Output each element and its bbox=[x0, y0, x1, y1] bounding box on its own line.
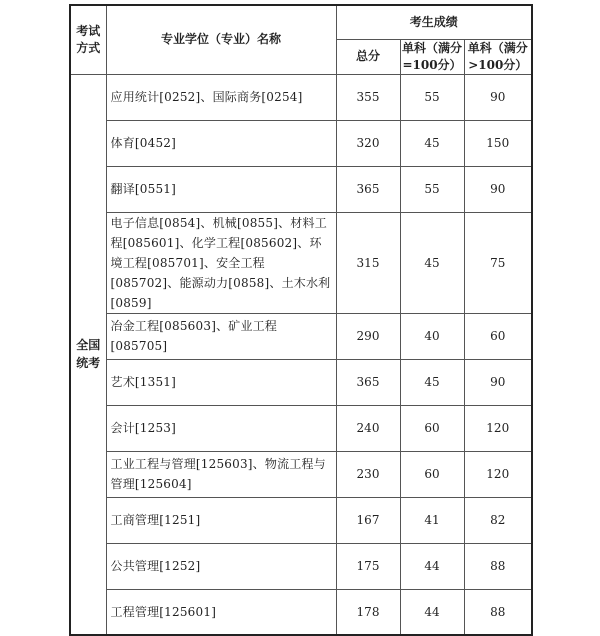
row-single-over-100: 82 bbox=[464, 497, 532, 543]
row-single-over-100: 88 bbox=[464, 589, 532, 635]
row-total: 290 bbox=[336, 313, 400, 359]
table-row bbox=[70, 120, 532, 166]
score-table bbox=[69, 4, 533, 636]
row-single-100: 44 bbox=[400, 589, 464, 635]
row-name: 工程管理[125601] bbox=[106, 589, 336, 635]
table-row bbox=[70, 212, 532, 313]
row-single-over-100: 120 bbox=[464, 451, 532, 497]
row-total: 365 bbox=[336, 359, 400, 405]
header-exam-method: 考试方式 bbox=[70, 5, 106, 74]
row-name: 翻译[0551] bbox=[106, 166, 336, 212]
header-single-100: 单科（满分=100分） bbox=[400, 39, 464, 74]
row-total: 320 bbox=[336, 120, 400, 166]
row-total: 240 bbox=[336, 405, 400, 451]
row-single-over-100: 88 bbox=[464, 543, 532, 589]
row-single-100: 55 bbox=[400, 166, 464, 212]
exam-method-cell: 全国统考 bbox=[70, 74, 106, 635]
row-single-over-100: 120 bbox=[464, 405, 532, 451]
row-single-100: 55 bbox=[400, 74, 464, 120]
row-total: 175 bbox=[336, 543, 400, 589]
row-single-100: 41 bbox=[400, 497, 464, 543]
row-single-over-100: 90 bbox=[464, 166, 532, 212]
table-row bbox=[70, 451, 532, 497]
table-row bbox=[70, 543, 532, 589]
row-single-over-100: 75 bbox=[464, 212, 532, 313]
row-single-100: 45 bbox=[400, 212, 464, 313]
table-row bbox=[70, 405, 532, 451]
row-single-100: 60 bbox=[400, 451, 464, 497]
score-table-container bbox=[69, 4, 533, 636]
table-row bbox=[70, 74, 532, 120]
row-single-over-100: 60 bbox=[464, 313, 532, 359]
table-row bbox=[70, 589, 532, 635]
row-name: 应用统计[0252]、国际商务[0254] bbox=[106, 74, 336, 120]
header-major-name: 专业学位（专业）名称 bbox=[106, 5, 336, 74]
row-name: 会计[1253] bbox=[106, 405, 336, 451]
row-total: 355 bbox=[336, 74, 400, 120]
header-total: 总分 bbox=[336, 39, 400, 74]
row-single-100: 44 bbox=[400, 543, 464, 589]
row-name: 工业工程与管理[125603]、物流工程与管理[125604] bbox=[106, 451, 336, 497]
row-single-over-100: 90 bbox=[464, 359, 532, 405]
row-total: 167 bbox=[336, 497, 400, 543]
row-name: 体育[0452] bbox=[106, 120, 336, 166]
table-row bbox=[70, 497, 532, 543]
table-row bbox=[70, 313, 532, 359]
row-total: 365 bbox=[336, 166, 400, 212]
table-row bbox=[70, 359, 532, 405]
row-single-over-100: 90 bbox=[464, 74, 532, 120]
row-total: 315 bbox=[336, 212, 400, 313]
header-single-over-100: 单科（满分>100分） bbox=[464, 39, 532, 74]
row-single-100: 45 bbox=[400, 359, 464, 405]
row-total: 230 bbox=[336, 451, 400, 497]
row-name: 艺术[1351] bbox=[106, 359, 336, 405]
header-score-group: 考生成绩 bbox=[336, 5, 532, 39]
table-row bbox=[70, 166, 532, 212]
row-name: 冶金工程[085603]、矿业工程[085705] bbox=[106, 313, 336, 359]
row-name: 公共管理[1252] bbox=[106, 543, 336, 589]
row-name: 工商管理[1251] bbox=[106, 497, 336, 543]
row-single-100: 40 bbox=[400, 313, 464, 359]
row-total: 178 bbox=[336, 589, 400, 635]
row-name: 电子信息[0854]、机械[0855]、材料工程[085601]、化学工程[085602]、环境工程[085701]、安全工程[085702]、能源动力[0858]、土木水利[0859] bbox=[106, 212, 336, 313]
row-single-over-100: 150 bbox=[464, 120, 532, 166]
row-single-100: 45 bbox=[400, 120, 464, 166]
row-single-100: 60 bbox=[400, 405, 464, 451]
